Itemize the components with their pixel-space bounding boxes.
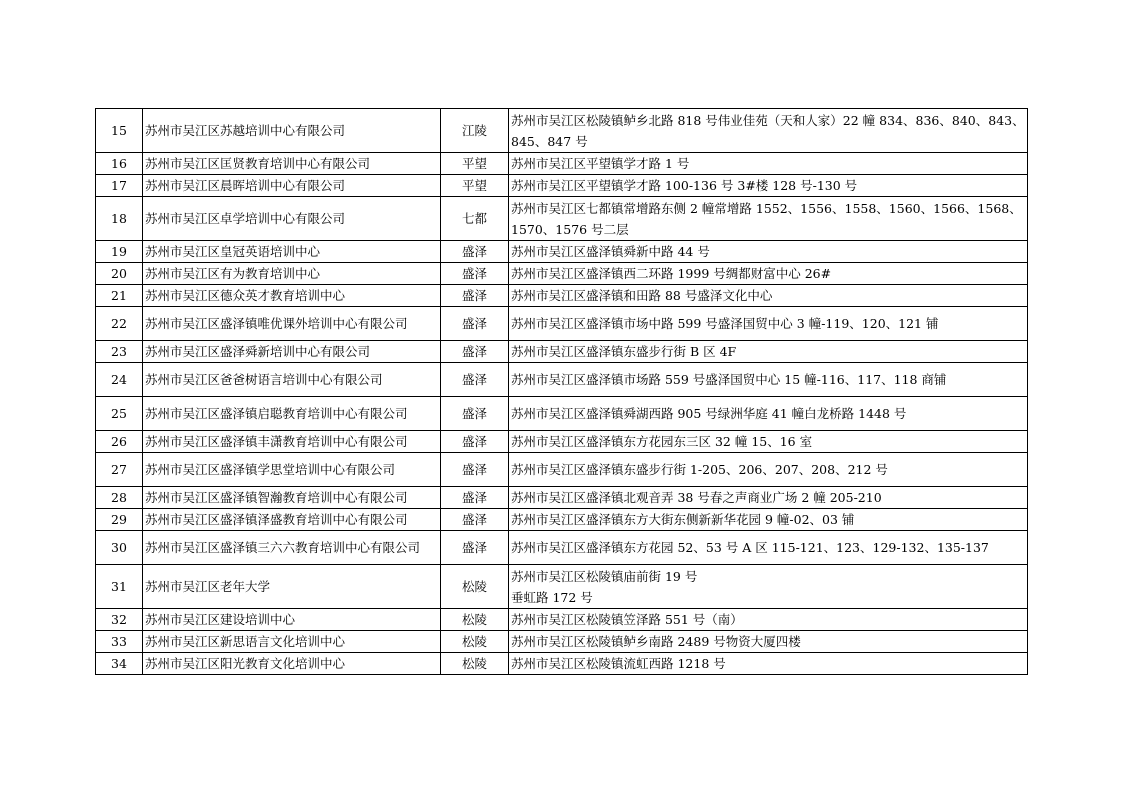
institution-address: 苏州市吴江区松陵镇鲈乡南路 2489 号物资大厦四楼 bbox=[509, 631, 1028, 653]
table-row bbox=[96, 241, 1028, 263]
institution-name: 苏州市吴江区有为教育培训中心 bbox=[143, 263, 441, 285]
row-number: 19 bbox=[96, 241, 143, 263]
row-number: 21 bbox=[96, 285, 143, 307]
row-number: 28 bbox=[96, 487, 143, 509]
town-name: 盛泽 bbox=[441, 397, 509, 431]
town-name: 松陵 bbox=[441, 565, 509, 609]
town-name: 盛泽 bbox=[441, 531, 509, 565]
table-row bbox=[96, 263, 1028, 285]
institution-name: 苏州市吴江区爸爸树语言培训中心有限公司 bbox=[143, 363, 441, 397]
table-row bbox=[96, 653, 1028, 675]
institution-address: 苏州市吴江区盛泽镇和田路 88 号盛泽文化中心 bbox=[509, 285, 1028, 307]
town-name: 松陵 bbox=[441, 631, 509, 653]
institution-address: 苏州市吴江区盛泽镇市场中路 599 号盛泽国贸中心 3 幢-119、120、121 铺 bbox=[509, 307, 1028, 341]
row-number: 18 bbox=[96, 197, 143, 241]
table-row bbox=[96, 487, 1028, 509]
institution-table bbox=[95, 108, 1028, 675]
table-row bbox=[96, 197, 1028, 241]
institution-name: 苏州市吴江区皇冠英语培训中心 bbox=[143, 241, 441, 263]
town-name: 盛泽 bbox=[441, 487, 509, 509]
institution-name: 苏州市吴江区匡贤教育培训中心有限公司 bbox=[143, 153, 441, 175]
town-name: 盛泽 bbox=[441, 307, 509, 341]
institution-address: 苏州市吴江区平望镇学才路 1 号 bbox=[509, 153, 1028, 175]
institution-name: 苏州市吴江区建设培训中心 bbox=[143, 609, 441, 631]
table-row bbox=[96, 565, 1028, 609]
town-name: 七都 bbox=[441, 197, 509, 241]
row-number: 26 bbox=[96, 431, 143, 453]
table-row bbox=[96, 609, 1028, 631]
institution-name: 苏州市吴江区盛泽舜新培训中心有限公司 bbox=[143, 341, 441, 363]
town-name: 盛泽 bbox=[441, 241, 509, 263]
table-row bbox=[96, 363, 1028, 397]
town-name: 盛泽 bbox=[441, 285, 509, 307]
row-number: 32 bbox=[96, 609, 143, 631]
town-name: 盛泽 bbox=[441, 341, 509, 363]
row-number: 20 bbox=[96, 263, 143, 285]
town-name: 盛泽 bbox=[441, 363, 509, 397]
institution-address: 苏州市吴江区盛泽镇舜新中路 44 号 bbox=[509, 241, 1028, 263]
row-number: 24 bbox=[96, 363, 143, 397]
institution-name: 苏州市吴江区苏越培训中心有限公司 bbox=[143, 109, 441, 153]
row-number: 23 bbox=[96, 341, 143, 363]
institution-address: 苏州市吴江区盛泽镇东方大街东侧新新华花园 9 幢-02、03 铺 bbox=[509, 509, 1028, 531]
table-row bbox=[96, 153, 1028, 175]
town-name: 盛泽 bbox=[441, 431, 509, 453]
institution-address: 苏州市吴江区盛泽镇东方花园 52、53 号 A 区 115-121、123、129-132、135-137 bbox=[509, 531, 1028, 565]
institution-name: 苏州市吴江区盛泽镇唯优课外培训中心有限公司 bbox=[143, 307, 441, 341]
row-number: 22 bbox=[96, 307, 143, 341]
table-body bbox=[96, 109, 1028, 675]
row-number: 34 bbox=[96, 653, 143, 675]
row-number: 30 bbox=[96, 531, 143, 565]
institution-address: 苏州市吴江区松陵镇庙前街 19 号 垂虹路 172 号 bbox=[509, 565, 1028, 609]
row-number: 29 bbox=[96, 509, 143, 531]
institution-address: 苏州市吴江区七都镇常增路东侧 2 幢常增路 1552、1556、1558、1560、1566、1568、1570、1576 号二层 bbox=[509, 197, 1028, 241]
institution-address: 苏州市吴江区盛泽镇西二环路 1999 号绸都财富中心 26# bbox=[509, 263, 1028, 285]
institution-name: 苏州市吴江区卓学培训中心有限公司 bbox=[143, 197, 441, 241]
institution-name: 苏州市吴江区盛泽镇丰潇教育培训中心有限公司 bbox=[143, 431, 441, 453]
institution-address: 苏州市吴江区盛泽镇东盛步行街 B 区 4F bbox=[509, 341, 1028, 363]
institution-name: 苏州市吴江区新思语言文化培训中心 bbox=[143, 631, 441, 653]
row-number: 15 bbox=[96, 109, 143, 153]
institution-address: 苏州市吴江区盛泽镇东方花园东三区 32 幢 15、16 室 bbox=[509, 431, 1028, 453]
institution-address: 苏州市吴江区松陵镇笠泽路 551 号（南） bbox=[509, 609, 1028, 631]
table-row bbox=[96, 431, 1028, 453]
institution-address: 苏州市吴江区盛泽镇舜湖西路 905 号绿洲华庭 41 幢白龙桥路 1448 号 bbox=[509, 397, 1028, 431]
town-name: 平望 bbox=[441, 175, 509, 197]
row-number: 16 bbox=[96, 153, 143, 175]
town-name: 盛泽 bbox=[441, 263, 509, 285]
table-row bbox=[96, 453, 1028, 487]
row-number: 27 bbox=[96, 453, 143, 487]
institution-name: 苏州市吴江区老年大学 bbox=[143, 565, 441, 609]
institution-address: 苏州市吴江区盛泽镇市场路 559 号盛泽国贸中心 15 幢-116、117、118 商铺 bbox=[509, 363, 1028, 397]
town-name: 松陵 bbox=[441, 653, 509, 675]
town-name: 江陵 bbox=[441, 109, 509, 153]
town-name: 盛泽 bbox=[441, 453, 509, 487]
table-row bbox=[96, 285, 1028, 307]
institution-address: 苏州市吴江区盛泽镇北观音弄 38 号春之声商业广场 2 幢 205-210 bbox=[509, 487, 1028, 509]
institution-name: 苏州市吴江区盛泽镇启聪教育培训中心有限公司 bbox=[143, 397, 441, 431]
institution-name: 苏州市吴江区德众英才教育培训中心 bbox=[143, 285, 441, 307]
town-name: 平望 bbox=[441, 153, 509, 175]
table-row bbox=[96, 509, 1028, 531]
institution-name: 苏州市吴江区盛泽镇三六六教育培训中心有限公司 bbox=[143, 531, 441, 565]
town-name: 松陵 bbox=[441, 609, 509, 631]
town-name: 盛泽 bbox=[441, 509, 509, 531]
table-row bbox=[96, 109, 1028, 153]
table-row bbox=[96, 307, 1028, 341]
row-number: 17 bbox=[96, 175, 143, 197]
institution-address: 苏州市吴江区盛泽镇东盛步行街 1-205、206、207、208、212 号 bbox=[509, 453, 1028, 487]
row-number: 25 bbox=[96, 397, 143, 431]
institution-address: 苏州市吴江区松陵镇鲈乡北路 818 号伟业佳苑（天和人家）22 幢 834、836、840、843、845、847 号 bbox=[509, 109, 1028, 153]
table-row bbox=[96, 631, 1028, 653]
institution-address: 苏州市吴江区平望镇学才路 100-136 号 3#楼 128 号-130 号 bbox=[509, 175, 1028, 197]
institution-name: 苏州市吴江区盛泽镇智瀚教育培训中心有限公司 bbox=[143, 487, 441, 509]
table-row bbox=[96, 531, 1028, 565]
row-number: 33 bbox=[96, 631, 143, 653]
institution-name: 苏州市吴江区阳光教育文化培训中心 bbox=[143, 653, 441, 675]
table-row bbox=[96, 175, 1028, 197]
table-row bbox=[96, 341, 1028, 363]
institution-name: 苏州市吴江区盛泽镇学思堂培训中心有限公司 bbox=[143, 453, 441, 487]
institution-name: 苏州市吴江区晨晖培训中心有限公司 bbox=[143, 175, 441, 197]
row-number: 31 bbox=[96, 565, 143, 609]
institution-name: 苏州市吴江区盛泽镇泽盛教育培训中心有限公司 bbox=[143, 509, 441, 531]
institution-address: 苏州市吴江区松陵镇流虹西路 1218 号 bbox=[509, 653, 1028, 675]
table-row bbox=[96, 397, 1028, 431]
